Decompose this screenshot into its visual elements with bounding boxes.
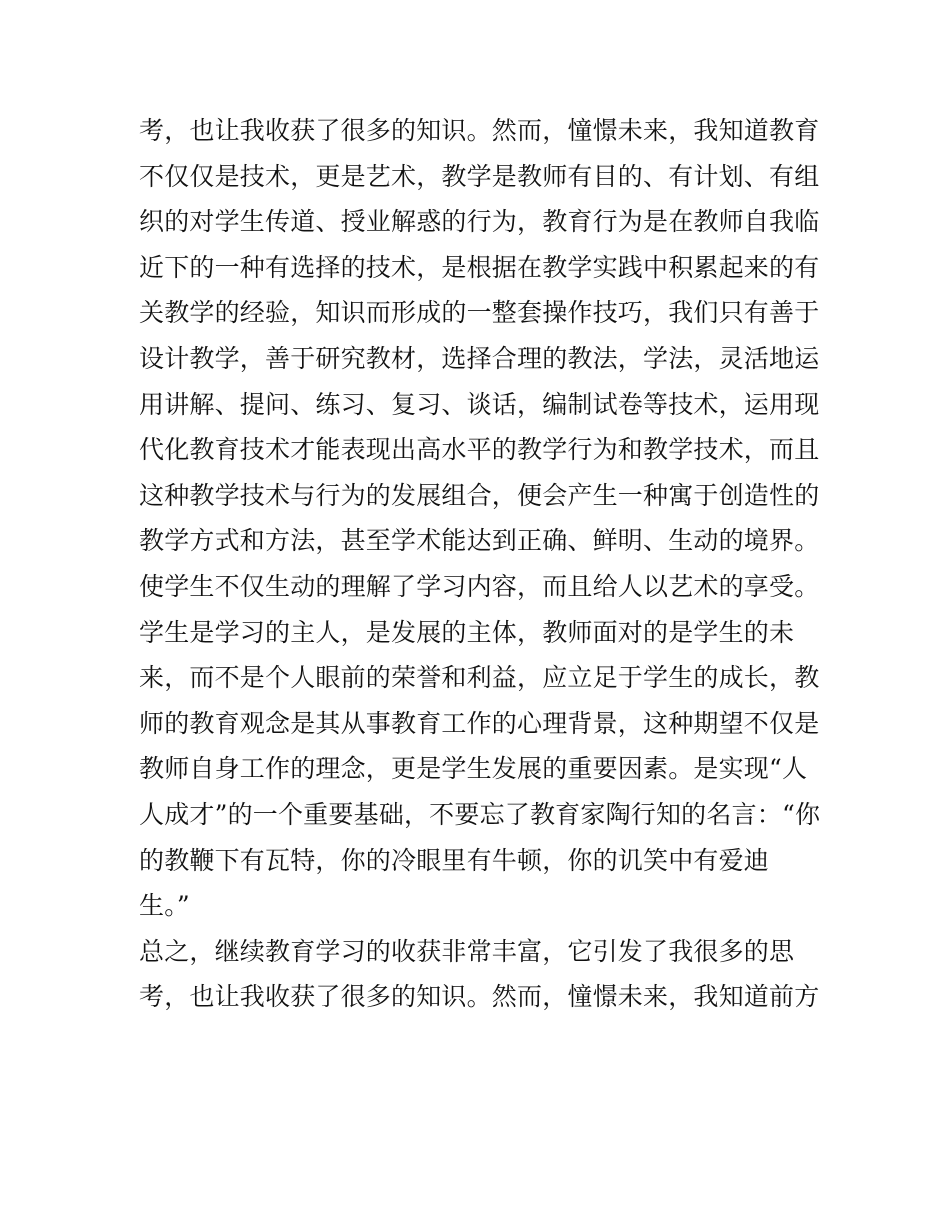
text-line-4: 近下的一种有选择的技术，是根据在教学实践中积累起来的有 — [139, 252, 820, 282]
text-line-16: 人成才”的一个重要基础，不要忘了教育家陶行知的名言：“你 — [139, 799, 821, 829]
text-line-11: 使学生不仅生动的理解了学习内容，而且给人以艺术的享受。 — [139, 571, 820, 601]
text-line-14: 师的教育观念是其从事教育工作的心理背景，这种期望不仅是 — [139, 708, 820, 738]
text-line-18: 生。” — [139, 891, 190, 921]
text-line-1: 考，也让我收获了很多的知识。然而，憧憬未来，我知道教育 — [139, 116, 820, 145]
text-line-13: 来，而不是个人眼前的荣誉和利益，应立足于学生的成长，教 — [139, 663, 820, 693]
text-line-6: 设计教学，善于研究教材，选择合理的教法，学法，灵活地运 — [139, 343, 820, 373]
text-line-10: 教学方式和方法，甚至学术能达到正确、鲜明、生动的境界。 — [139, 526, 820, 556]
text-line-3: 织的对学生传道、授业解惑的行为，教育行为是在教师自我临 — [139, 207, 820, 237]
text-line-19: 总之，继续教育学习的收获非常丰富，它引发了我很多的思 — [139, 936, 795, 966]
text-line-15: 教师自身工作的理念，更是学生发展的重要因素。是实现“人 — [139, 754, 808, 784]
text-line-9: 这种教学技术与行为的发展组合，便会产生一种寓于创造性的 — [139, 480, 820, 510]
text-line-7: 用讲解、提问、练习、复习、谈话，编制试卷等技术，运用现 — [139, 389, 820, 419]
body-text — [139, 108, 819, 1020]
text-line-17: 的教鞭下有瓦特，你的冷眼里有牛顿，你的讥笑中有爱迪 — [139, 845, 770, 875]
text-line-8: 代化教育技术才能表现出高水平的教学行为和教学技术，而且 — [139, 435, 820, 465]
text-line-12: 学生是学习的主人，是发展的主体，教师面对的是学生的未 — [139, 617, 795, 647]
text-line-5: 关教学的经验，知识而形成的一整套操作技巧，我们只有善于 — [139, 298, 820, 328]
text-line-20: 考，也让我收获了很多的知识。然而，憧憬未来，我知道前方 — [139, 982, 820, 1012]
text-line-2: 不仅仅是技术，更是艺术，教学是教师有目的、有计划、有组 — [139, 161, 820, 191]
